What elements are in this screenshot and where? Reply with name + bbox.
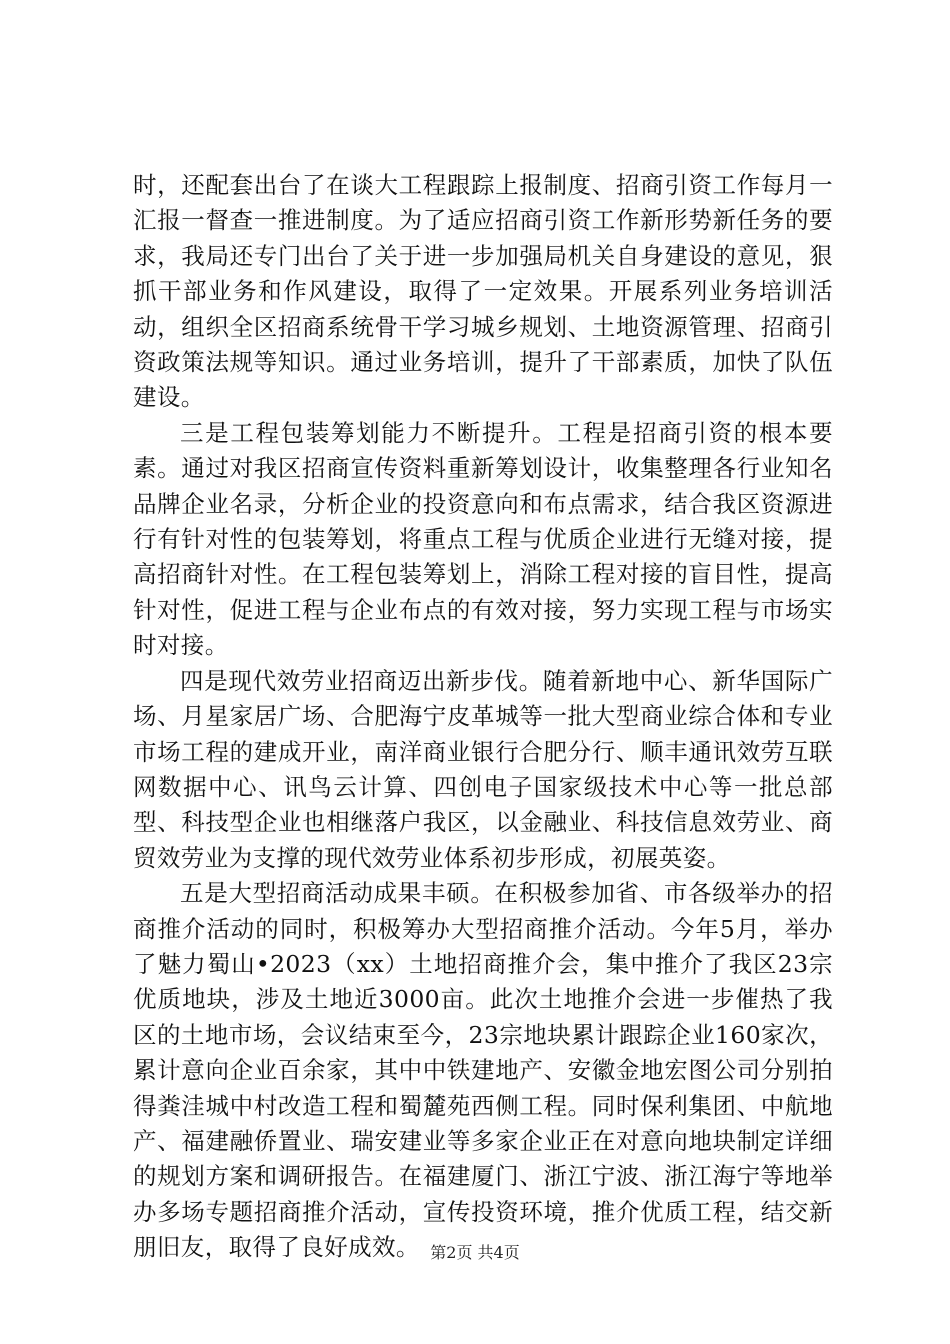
page-number-footer: 第2页 共4页 <box>430 1243 520 1262</box>
paragraph-project-packaging: 三是工程包装筹划能力不断提升。工程是招商引资的根本要素。通过对我区招商宣传资料重新筹划设计，收集整理各行业知名品牌企业名录，分析企业的投资意向和布点需求，结合我区资源进行有针对性的包装筹划，将重点工程与优质企业进行无缝对接，提高招商针对性。在工程包装筹划上，消除工程对接的盲目性，提高针对性，促进工程与企业布点的有效对接，努力实现工程与市场实时对接。 <box>133 418 833 660</box>
paragraph-modern-services: 四是现代效劳业招商迈出新步伐。随着新地中心、新华国际广场、月星家居广场、合肥海宁皮革城等一批大型商业综合体和专业市场工程的建成开业，南洋商业银行合肥分行、顺丰通讯效劳互联网数据中心、讯鸟云计算、四创电子国家级技术中心等一批总部型、科技型企业也相继落户我区，以金融业、科技信息效劳业、商贸效劳业为支撑的现代效劳业体系初步形成，初展英姿。 <box>133 666 833 872</box>
paragraph-investment-events: 五是大型招商活动成果丰硕。在积极参加省、市各级举办的招商推介活动的同时，积极筹办大型招商推介活动。今年5月，举办了魅力蜀山•2023（xx）土地招商推介会，集中推介了我区23宗优质地块，涉及土地近3000亩。此次土地推介会进一步催热了我区的土地市场，会议结束至今，23宗地块累计跟踪企业160家次，累计意向企业百余家，其中中铁建地产、安徽金地宏图公司分别拍得粪洼城中村改造工程和蜀麓苑西侧工程。同时保利集团、中航地产、福建融侨置业、瑞安建业等多家企业正在对意向地块制定详细的规划方案和调研报告。在福建厦门、浙江宁波、浙江海宁等地举办多场专题招商推介活动，宣传投资环境，推介优质工程，结交新朋旧友，取得了良好成效。 <box>133 879 833 1262</box>
document-body <box>133 168 833 1266</box>
paragraph-continuation: 时，还配套出台了在谈大工程跟踪上报制度、招商引资工作每月一汇报一督查一推进制度。为了适应招商引资工作新形势新任务的要求，我局还专门出台了关于进一步加强局机关自身建设的意见，狠抓干部业务和作风建设，取得了一定效果。开展系列业务培训活动，组织全区招商系统骨干学习城乡规划、土地资源管理、招商引资政策法规等知识。通过业务培训，提升了干部素质，加快了队伍建设。 <box>133 171 833 412</box>
